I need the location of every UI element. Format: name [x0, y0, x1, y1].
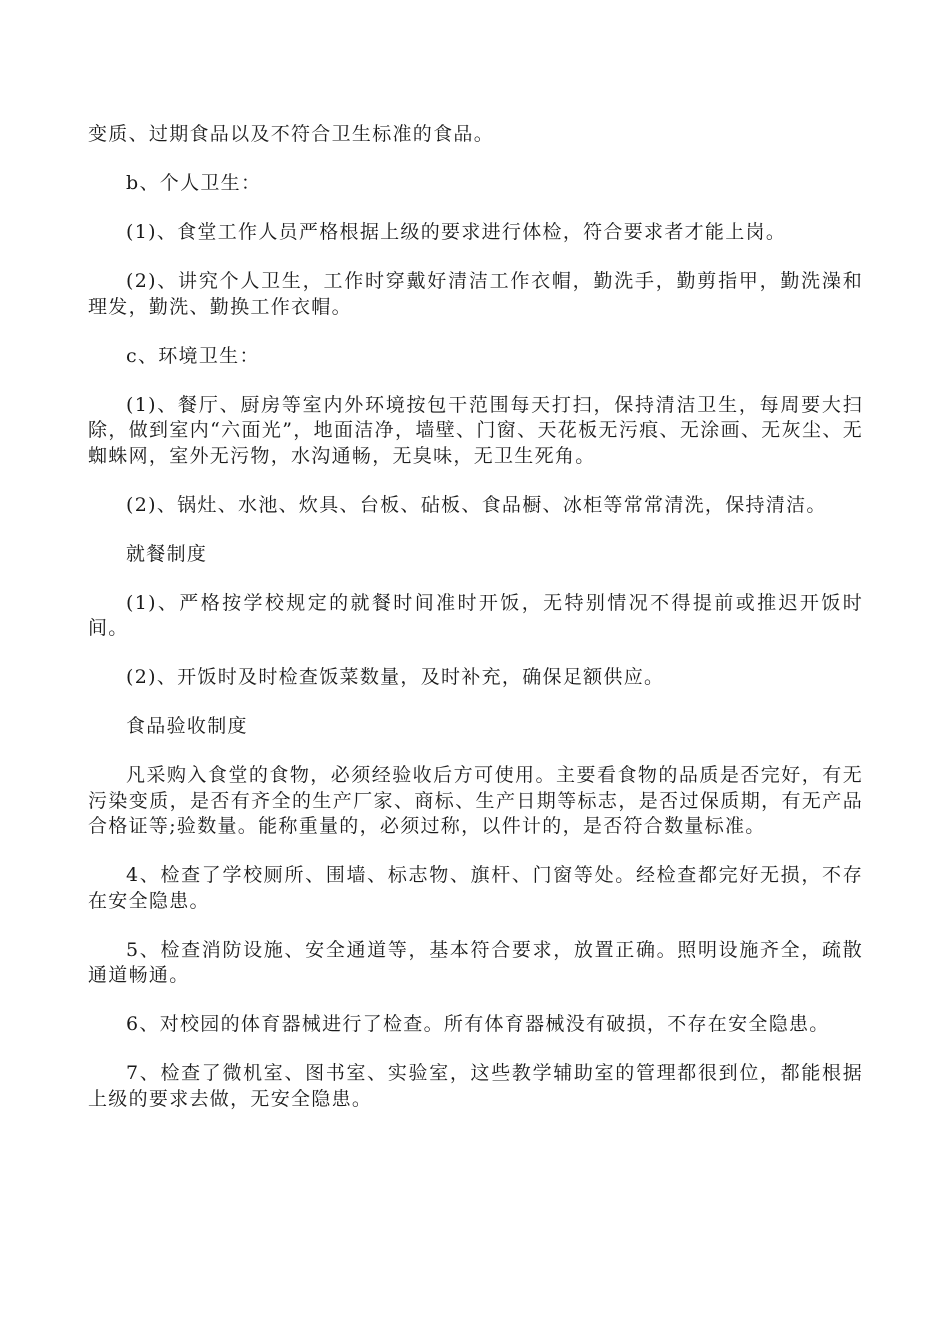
paragraph-food-quality-continued: 变质、过期食品以及不符合卫生标准的食品。: [88, 123, 495, 145]
document-body: [88, 122, 863, 1136]
paragraph-meal-supply: (2)、开饭时及时检查饭菜数量，及时补充，确保足额供应。: [126, 666, 665, 688]
heading-personal-hygiene: b、个人卫生：: [126, 172, 262, 194]
paragraph-check-6: 6、对校园的体育器械进行了检查。所有体育器械没有破损，不存在安全隐患。: [126, 1013, 830, 1035]
heading-dining-rules: 就餐制度: [126, 542, 208, 565]
paragraph-cleaning-schedule: (1)、餐厅、厨房等室内外环境按包干范围每天打扫，保持清洁卫生，每周要大扫除，做到室内“六面光”，地面洁净，墙壁、门窗、天花板无污痕、无涂画、无灰尘、无蜘蛛网，室外无污物，水沟通畅，无臭味，无卫生死角。: [88, 393, 863, 467]
heading-environment-hygiene: c、环境卫生：: [126, 344, 260, 367]
paragraph-personal-cleanliness: (2)、讲究个人卫生，工作时穿戴好清洁工作衣帽，勤洗手，勤剪指甲，勤洗澡和理发，勤洗、勤换工作衣帽。: [88, 270, 863, 318]
paragraph-equipment-cleaning: (2)、锅灶、水池、炊具、台板、砧板、食品橱、冰柜等常常清洗，保持清洁。: [126, 493, 827, 516]
paragraph-check-4: 4、检查了学校厕所、围墙、标志物、旗杆、门窗等处。经检查都完好无损，不存在安全隐患。: [88, 864, 863, 912]
paragraph-check-5: 5、检查消防设施、安全通道等，基本符合要求，放置正确。照明设施齐全，疏散通道畅通。: [88, 938, 863, 986]
paragraph-meal-times: (1)、严格按学校规定的就餐时间准时开饭，无特别情况不得提前或推迟开饭时间。: [88, 591, 863, 639]
paragraph-check-7: 7、检查了微机室、图书室、实验室，这些教学辅助室的管理都很到位，都能根据上级的要求去做，无安全隐患。: [88, 1062, 863, 1110]
paragraph-food-acceptance: 凡采购入食堂的食物，必须经验收后方可使用。主要看食物的品质是否完好，有无污染变质，是否有齐全的生产厂家、商标、生产日期等标志，是否过保质期，有无产品合格证等;验数量。能称重量的，必须过称，以件计的，是否符合数量标准。: [88, 764, 863, 837]
heading-food-inspection: 食品验收制度: [126, 715, 248, 737]
paragraph-health-check: (1)、食堂工作人员严格根据上级的要求进行体检，符合要求者才能上岗。: [126, 221, 787, 243]
